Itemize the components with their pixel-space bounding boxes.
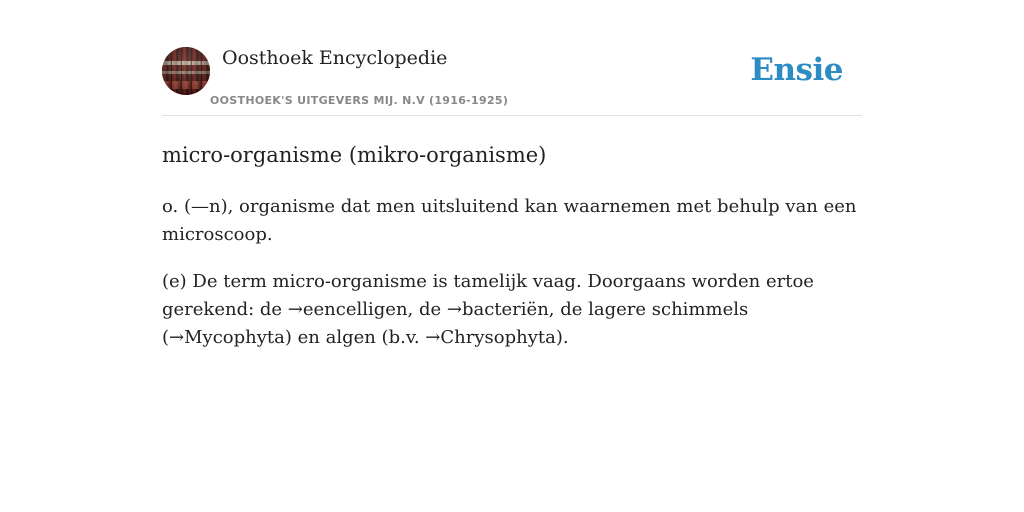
entry-title: micro-organisme (mikro-organisme) (162, 143, 547, 167)
encyclopedia-books-icon[interactable] (162, 47, 210, 95)
publisher-label: OOSTHOEK'S UITGEVERS MIJ. N.V (1916-1925) (210, 94, 509, 107)
source-title[interactable]: Oosthoek Encyclopedie (222, 47, 448, 69)
brand-logo[interactable]: Ensie (750, 52, 843, 88)
entry-definition: o. (—n), organisme dat men uitsluitend kan waarnemen met behulp van een microscoop. (162, 196, 857, 245)
page (162, 0, 862, 352)
header (162, 46, 862, 116)
entry-explanation: (e) De term micro-organisme is tamelijk vaag. Doorgaans worden ertoe gerekend: de →eencelligen, de →bacteriën, de lagere schimmels (→Mycophyta) en algen (b.v. →Chrysophyta). (162, 271, 814, 348)
